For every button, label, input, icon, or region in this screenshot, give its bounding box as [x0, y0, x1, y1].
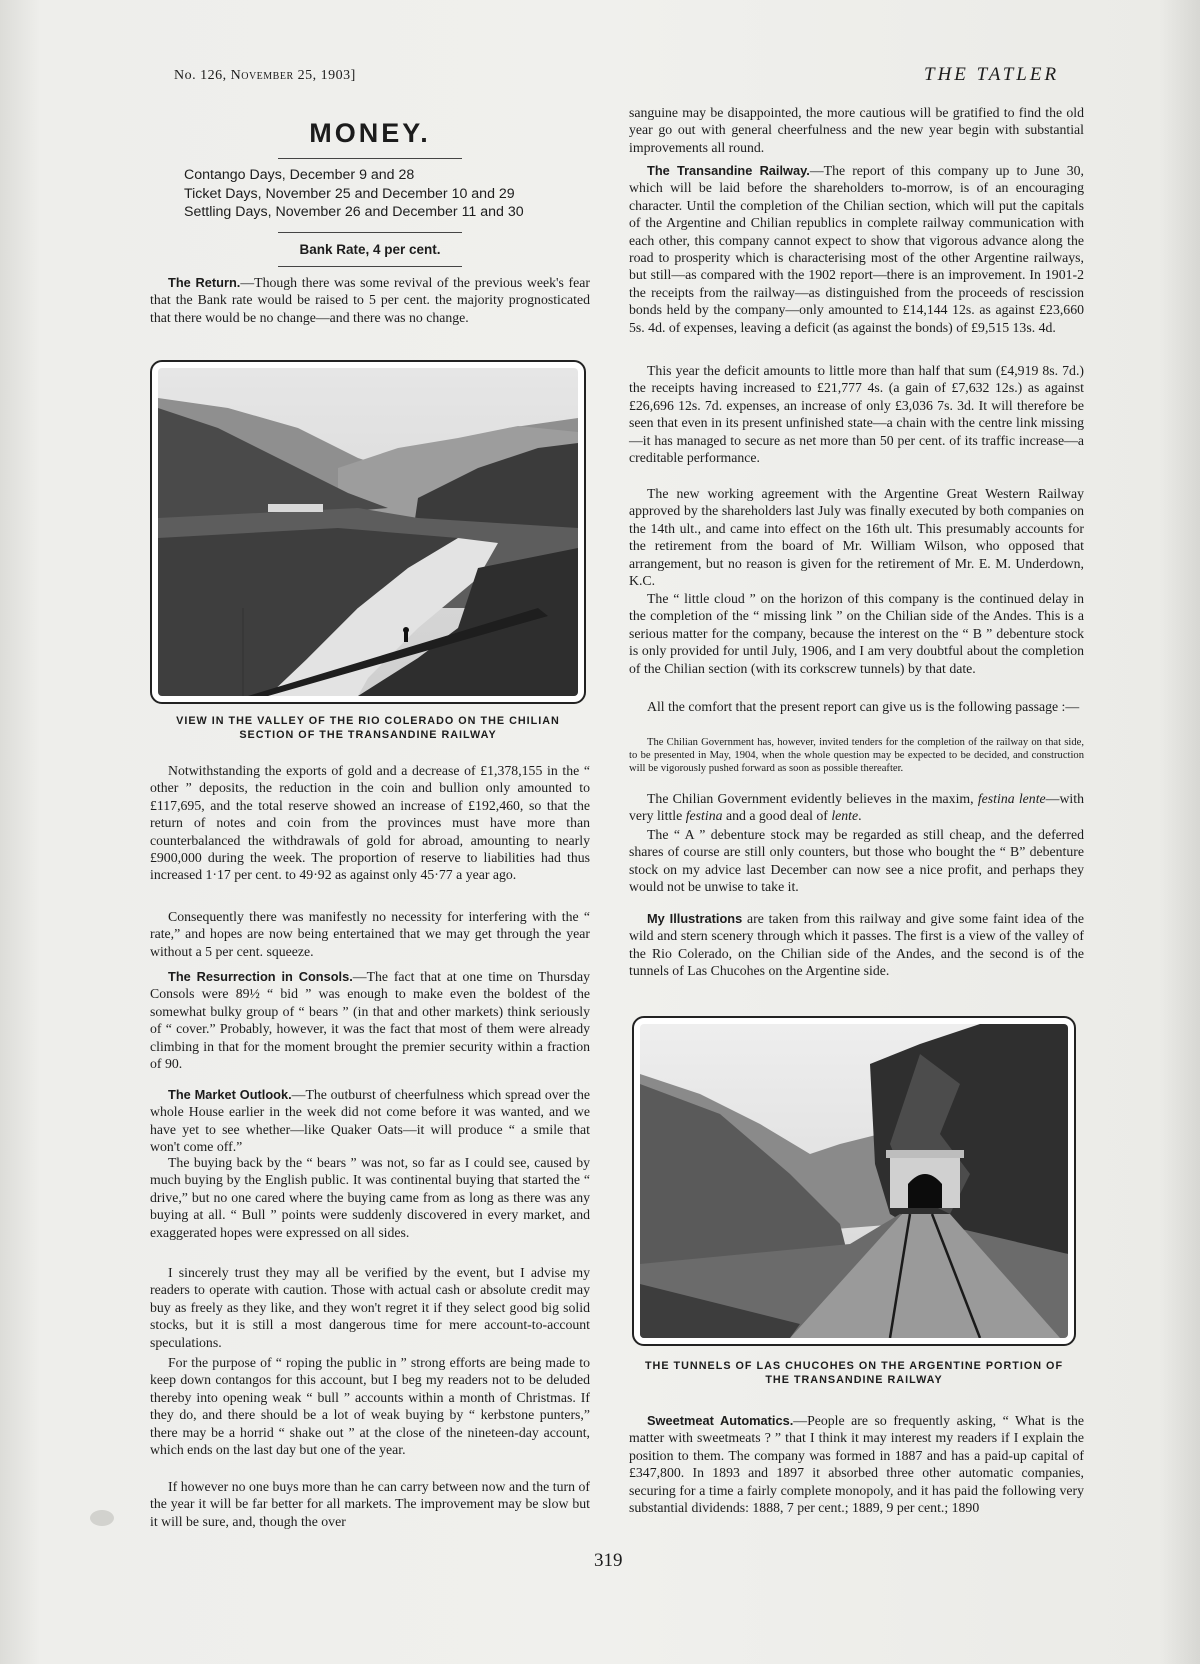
- valley-photo-image: [158, 368, 578, 696]
- exports-paragraph: Notwithstanding the exports of gold and a decrease of £1,378,155 in the “ other ” deposits, the reduction in the coin and bullion only amounted to £117,695, and the total reserve showed an increase of £192,460, so that the return of notes and coin from the provinces must have more than counterbalanced the withdrawals of gold for abroad, amounting to nearly £900,000 during the week. The proportion of reserve to liabilities had thus increased 1·17 per cent. to 49·92 as against only 45·77 a year ago.: [150, 763, 590, 883]
- comfort-paragraph: All the comfort that the present report can give us is the following passage :—: [647, 699, 1080, 714]
- return-heading: The Return.: [168, 275, 241, 290]
- divider: [278, 266, 462, 267]
- transandine-heading: The Transandine Railway.: [647, 163, 810, 178]
- return-paragraph: The Return.—Though there was some revival of the previous week's fear that the Bank rate would be raised to 5 per cent. the majority prognosticated that there would be no change—and there was no change.: [150, 275, 590, 325]
- resurrection-paragraph: The Resurrection in Consols.—The fact that at one time on Thursday Consols were 89½ “ bid ” was enough to make even the boldest of the somewhat bulky group of “ bears ” (in that and other markets) think seriously of “ cover.” Probably, however, it was the fact that most of them were already climbing in that for the moment brought the premier security within a fraction of 90.: [150, 969, 591, 1072]
- this-year-paragraph: This year the deficit amounts to little more than half that sum (£4,919 8s. 7d.) the receipts having increased to £21,777 4s. (a gain of £7,632 12s.) as against £26,696 12s. 7d. expenses, an increase of only £3,036 7s. 3d. It will therefore be seen that even in its present unfinished state—a chain with the centre link missing—it has managed to secure as net more than 50 per cent. of its traffic increase—a creditable performance.: [629, 363, 1084, 466]
- a-debenture-paragraph: The “ A ” debenture stock may be regarded as still cheap, and the deferred shares of course are still only counters, but those who bought the “ B” debenture stock on my advice last December can now see a nice profit, and perhaps they would not be unwise to take it.: [629, 827, 1084, 895]
- ticket-days: Ticket Days, November 25 and December 10 and 29: [184, 185, 515, 202]
- illustrations-paragraph: My Illustrations are taken from this railway and give some faint idea of the wild and stern scenery through which it passes. The first is a view of the valley of the Rio Colerado, on the Chilian side of the Andes, and the second is of the tunnels of Las Chucohes on the Argentine side.: [629, 911, 1084, 979]
- quoted-passage: The Chilian Government has, however, invited tenders for the completion of the railway on that side, to be presented in May, 1904, when the whole question may be expected to be decided, and construction will be vigorously pushed forward as soon as possible thereafter.: [629, 737, 1084, 774]
- sanguine-paragraph: sanguine may be disappointed, the more cautious will be gratified to find the old year go out with general cheerfulness and the new year begin with substantial improvements all round.: [629, 105, 1084, 155]
- photo-rio-colerado-valley: [150, 360, 586, 704]
- magazine-name: THE TATLER: [924, 64, 1060, 85]
- settlement-dates: [184, 166, 584, 222]
- little-cloud-paragraph: The “ little cloud ” on the horizon of this company is the continued delay in the completion of the “ missing link ” on the Chilian side of the Andes. This is a serious matter for the company, because the interest on the “ B ” debenture stock is only provided for until July, 1906, and I am very doubtful about the completion of the Chilian section (with its corkscrew tunnels) by that date.: [629, 591, 1084, 676]
- sweetmeat-paragraph: Sweetmeat Automatics.—People are so frequently asking, “ What is the matter with sweetmeats ? ” that I think it may interest my readers if I explain the position to them. The company was formed in 1887 and has a paid-up capital of £347,800. In 1893 and 1897 it absorbed three other automatic companies, securing for a time a fairly complete monopoly, and it has paid the following very substantial dividends: 1888, 7 per cent.; 1889, 9 per cent.; 1890: [629, 1413, 1084, 1516]
- roping-paragraph: For the purpose of “ roping the public in ” strong efforts are being made to keep down contangos for this account, but I beg my readers not to be deluded thereby into opening weak “ bull ” accounts within a month of Christmas. If they do, and there should be a lot of weak buying by “ kerbstone punters,” there may be a horrid “ shake out ” at the close of the nineteen-day account, which ends on the last day but one of the year.: [150, 1355, 590, 1458]
- contango-days: Contango Days, December 9 and 28: [184, 167, 415, 183]
- photo-las-chucohes-tunnels: [632, 1016, 1076, 1346]
- page-number: 319: [594, 1550, 623, 1571]
- issue-date: November 25, 1903]: [230, 68, 356, 83]
- issue-header: [174, 68, 356, 84]
- resurrection-heading: The Resurrection in Consols.: [168, 969, 353, 984]
- sweetmeat-heading: Sweetmeat Automatics.: [647, 1413, 794, 1428]
- issue-number: No. 126,: [174, 68, 227, 83]
- paper-smudge: [90, 1510, 114, 1526]
- photo2-caption: THE TUNNELS OF LAS CHUCOHES ON THE ARGENTINE PORTION OF THE TRANSANDINE RAILWAY: [644, 1360, 1064, 1386]
- maxim-paragraph: The Chilian Government evidently believes in the maxim, festina lente—with very little festina and a good deal of lente.: [629, 791, 1084, 824]
- consequently-paragraph: Consequently there was manifestly no necessity for interfering with the “ rate,” and hopes are now being entertained that we may get through the year without a 5 per cent. squeeze.: [150, 909, 590, 959]
- photo1-caption: VIEW IN THE VALLEY OF THE RIO COLERADO ON THE CHILIAN SECTION OF THE TRANSANDINE RAILWAY: [176, 715, 560, 741]
- bank-rate: Bank Rate, 4 per cent.: [299, 242, 441, 257]
- however-paragraph: If however no one buys more than he can carry between now and the turn of the year it will be far better for all markets. The improvement may be slow but it will be sure, and, though the over: [150, 1479, 590, 1529]
- transandine-paragraph: The Transandine Railway.—The report of this company up to June 30, which will be laid before the shareholders to-morrow, is of an encouraging character. Until the completion of the Chilian section, which will put the capitals of the Argentine and Chilian republics in complete railway communication with each other, this company cannot expect to show that vigorous advance along the road to prosperity which is characterising most of the other Argentine railways, but still—as compared with the 1902 report—there is an improvement. In 1901-2 the receipts from the railway—as distinguished from the proceeds of rescission bonds held by the company—only amounted to £14,144 12s. as against £23,660 5s. 4d. of expenses, leaving a deficit (as against the bonds) of £9,515 13s. 4d.: [629, 163, 1084, 335]
- buying-paragraph: The buying back by the “ bears ” was not, so far as I could see, caused by much buying by the English public. It was continental buying that started the “ drive,” but no one cared where the buying came from as long as there was any buying at all. “ Bull ” points were suddenly discovered in every market, and exaggerated hopes were expressed on all sides.: [150, 1155, 590, 1240]
- illustrations-heading: My Illustrations: [647, 911, 743, 926]
- agreement-paragraph: The new working agreement with the Argentine Great Western Railway approved by the shareholders last July was finally executed by both companies on the 14th ult., and came into effect on the 16th ult. This presumably accounts for the retirement from the board of Mr. William Wilson, who opposed that arrangement, but no reason is given for the retirement of Mr. E. M. Underdown, K.C.: [629, 486, 1084, 589]
- divider: [278, 232, 462, 233]
- outlook-paragraph: The Market Outlook.—The outburst of cheerfulness which spread over the whole House earlier in the week did not come before it was wanted, and we have yet to see whether—like Quaker Oats—it will produce “ a smile that won't come off.”: [150, 1087, 590, 1155]
- settling-days: Settling Days, November 26 and December 11 and 30: [184, 204, 524, 220]
- tunnel-photo-image: [640, 1024, 1068, 1338]
- trust-paragraph: I sincerely trust they may all be verified by the event, but I advise my readers to operate with caution. Those with actual cash or absolute credit may buy as freely as they like, and they won't regret it if they select good big solid stocks, but it is still a most dangerous time for mere account-to-account speculations.: [150, 1265, 590, 1350]
- divider: [278, 158, 462, 159]
- outlook-heading: The Market Outlook.: [168, 1087, 292, 1102]
- section-title: MONEY.: [309, 118, 431, 148]
